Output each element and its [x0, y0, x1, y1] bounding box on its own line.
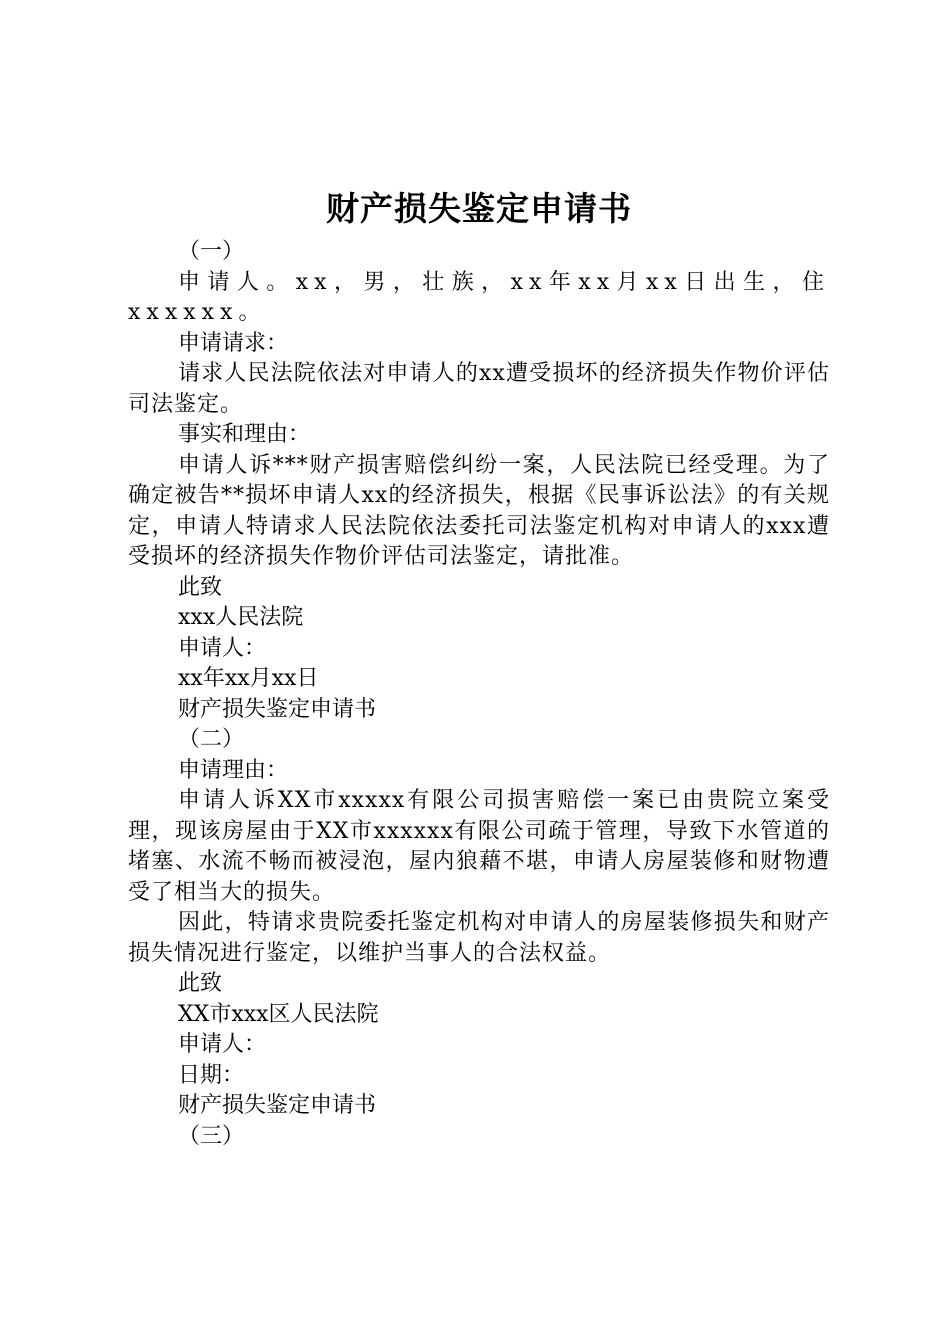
applicant-info: 申请人。xx，男，壮族，xx年xx月xx日出生，住xxxxxx。 [128, 269, 830, 325]
date-line-2: 日期： [178, 1062, 245, 1088]
request-body: 请求人民法院依法对申请人的xx遭受损坏的经济损失作物价评估司法鉴定。 [128, 361, 830, 417]
section-marker-1: （一） [178, 239, 245, 264]
section-title: 财产损失鉴定申请书 [178, 696, 377, 722]
facts-heading: 事实和理由： [178, 422, 311, 447]
section-title-2: 财产损失鉴定申请书 [178, 1093, 377, 1118]
salutation: 此致 [178, 574, 223, 600]
document-title: 财产损失鉴定申请书 [326, 189, 632, 228]
section-marker-2: （二） [178, 727, 245, 752]
request-heading: 申请请求： [178, 330, 289, 356]
request-body-2: 因此，特请求贵院委托鉴定机构对申请人的房屋装修损失和财产损失情况进行鉴定，以维护当事人的合法权益。 [128, 910, 830, 966]
section-marker-3: （三） [178, 1123, 245, 1149]
court-name-2: XX市xxx区人民法院 [178, 1001, 379, 1027]
document-page [128, 185, 830, 1152]
court-name: xxx人民法院 [178, 605, 304, 630]
signature-line: 申请人： [178, 635, 267, 661]
signature-line-2: 申请人： [178, 1032, 267, 1057]
reason-heading: 申请理由： [178, 757, 289, 783]
salutation-2: 此致 [178, 971, 223, 996]
facts-body: 申请人诉***财产损害赔偿纠纷一案，人民法院已经受理。为了确定被告**损坏申请人xx的经济损失，根据《民事诉讼法》的有关规定，申请人特请求人民法院依法委托司法鉴定机构对申请人的xxx遭受损坏的经济损失作物价评估司法鉴定，请批准。 [128, 452, 830, 569]
reason-body: 申请人诉XX市xxxxx有限公司损害赔偿一案已由贵院立案受理，现该房屋由于XX市xxxxxx有限公司疏于管理，导致下水管道的堵塞、水流不畅而被浸泡，屋内狼藉不堪，申请人房屋装修和财物遭受了相当大的损失。 [128, 788, 830, 905]
date-line: xx年xx月xx日 [178, 666, 319, 691]
